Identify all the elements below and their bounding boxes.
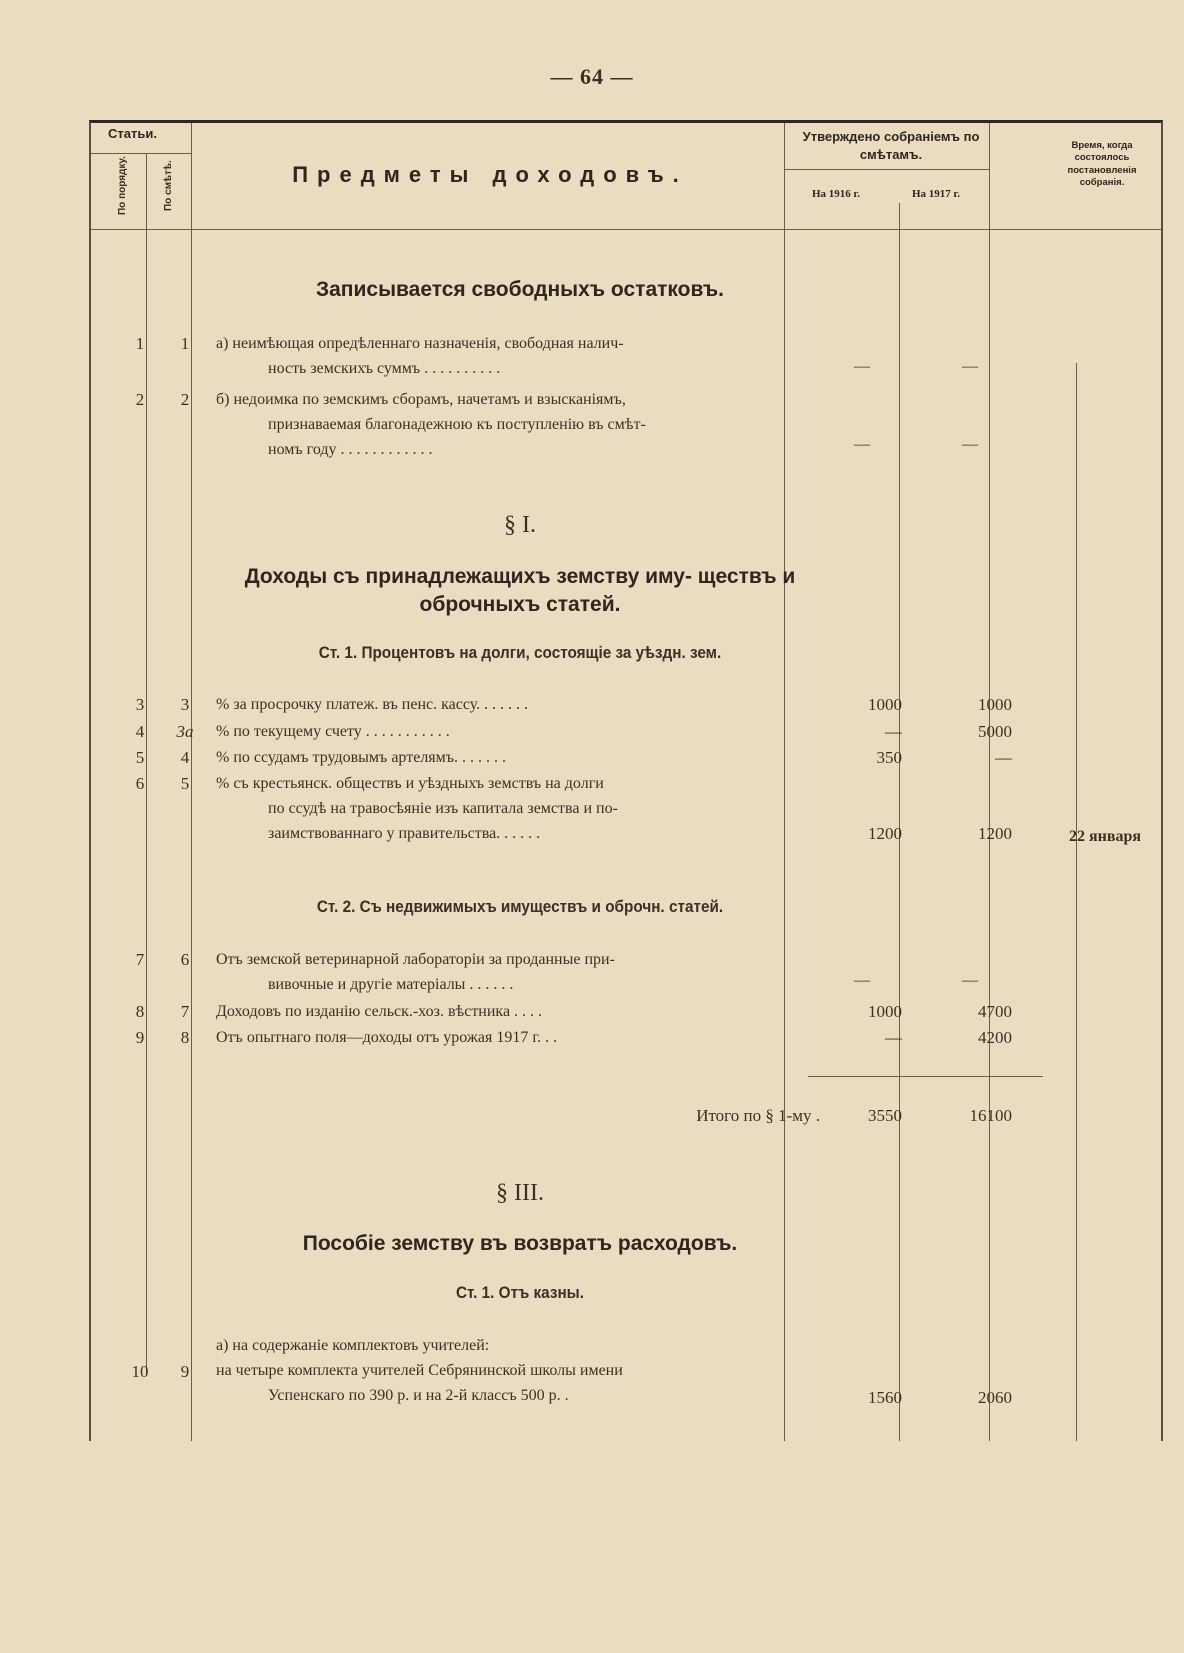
- article-1-title: Ст. 1. Процентовъ на долги, состоящіе за уѣздн. зем.: [318, 643, 722, 662]
- value-1916: 1000: [868, 695, 902, 714]
- row-estimate-number: 3: [180, 695, 190, 714]
- row-description: б) недоимка по земскимъ сборамъ, начетамъ и взысканіямъ, признаваемая благонадежною къ поступленію въ смѣт- номъ году . . . . . . . . . . . .: [216, 391, 646, 458]
- row-estimate-number: 7: [180, 1002, 190, 1021]
- row-number: 7: [135, 950, 145, 969]
- value-1917: —: [962, 972, 978, 989]
- row-number: 10: [131, 1362, 149, 1381]
- paragraph-3-title: Пособіе земству въ возвратъ расходовъ.: [302, 1232, 738, 1255]
- row-number: 4: [135, 722, 145, 741]
- value-1917: 1200: [978, 824, 1012, 843]
- row-description: Отъ опытнаго поля—доходы отъ урожая 1917 г. . .: [216, 1029, 558, 1046]
- value-1917: 1000: [978, 695, 1012, 714]
- row-estimate-number: 1: [180, 334, 190, 353]
- value-1917: 4200: [978, 1028, 1012, 1047]
- value-1916: —: [854, 358, 870, 375]
- row-estimate-number: 8: [180, 1028, 190, 1047]
- total-label: Итого по § 1-му .: [696, 1106, 820, 1125]
- value-1916: 350: [876, 748, 902, 767]
- article-3-title: Ст. 1. Отъ казны.: [455, 1283, 585, 1302]
- header-predmety: Предметы доходовъ.: [292, 162, 688, 187]
- meeting-date: 22 января: [1068, 828, 1142, 845]
- header-divider: [91, 153, 191, 154]
- row-estimate-number: 2: [180, 390, 190, 409]
- row-description: % по текущему счету . . . . . . . . . . .: [216, 723, 450, 740]
- section-free-balances-title: Записывается свободныхъ остатковъ.: [315, 278, 725, 301]
- header-stati: Статьи.: [108, 126, 157, 141]
- value-1917: 2060: [978, 1388, 1012, 1407]
- row-estimate-number: 9: [180, 1362, 190, 1381]
- row-estimate-number: 4: [180, 748, 190, 767]
- header-po-smete: По смѣтѣ.: [163, 160, 174, 212]
- row-number: 5: [135, 748, 145, 767]
- column-divider: [1076, 363, 1077, 1441]
- row-description: а) на содержаніе комплектовъ учителей: на четыре комплекта учителей Себрянинской школы имени Успенскаго по 390 р. и на 2-й классъ 500 р. .: [216, 1337, 623, 1404]
- value-1917: 5000: [978, 722, 1012, 741]
- row-description: Доходовъ по изданію сельск.-хоз. вѣстника . . . .: [216, 1003, 543, 1020]
- row-description: % по ссудамъ трудовымъ артелямъ. . . . . . .: [216, 749, 507, 766]
- paragraph-1-heading: § I.: [504, 512, 536, 538]
- row-number: 1: [135, 334, 145, 353]
- value-1916: —: [854, 972, 870, 989]
- total-1916: 3550: [868, 1106, 902, 1125]
- row-description: % за просрочку платеж. въ пенс. кассу. . . . . . .: [216, 696, 529, 713]
- header-divider: [91, 229, 1161, 230]
- total-1917: 16100: [969, 1106, 1012, 1125]
- value-1916: 1000: [868, 1002, 902, 1021]
- value-1916: —: [854, 436, 870, 453]
- paragraph-3-heading: § III.: [496, 1180, 544, 1206]
- column-divider: [989, 123, 990, 1441]
- paragraph-1-title: Доходы съ принадлежащихъ земству иму- ществъ и оброчныхъ статей.: [244, 565, 796, 617]
- total-divider: [808, 1076, 1043, 1077]
- row-estimate-number: 3а: [176, 722, 194, 741]
- row-number: 3: [135, 695, 145, 714]
- row-number: 9: [135, 1028, 145, 1047]
- value-1917: 4700: [978, 1002, 1012, 1021]
- row-number: 2: [135, 390, 145, 409]
- row-estimate-number: 6: [180, 950, 190, 969]
- value-1916: 1560: [868, 1388, 902, 1407]
- article-2-title: Ст. 2. Съ недвижимыхъ имуществъ и оброчн. статей.: [316, 897, 724, 916]
- header-divider: [784, 169, 989, 170]
- value-1917: —: [962, 436, 978, 453]
- header-vremya: Время, когда состоялось постановленія собранія.: [1067, 140, 1137, 189]
- column-divider: [899, 203, 900, 1441]
- header-utverzhdeno: Утверждено собраніемъ по смѣтамъ.: [802, 129, 980, 162]
- header-1916: На 1916 г.: [811, 188, 861, 200]
- value-1916: —: [885, 1028, 902, 1047]
- header-po-poryadku: По порядку.: [117, 156, 128, 216]
- row-description: Отъ земской ветеринарной лабораторіи за проданные при- вивочные и другіе матеріалы . . . . . .: [216, 951, 615, 993]
- value-1916: —: [885, 722, 902, 741]
- row-description: % съ крестьянск. обществъ и уѣздныхъ земствъ на долги по ссудѣ на травосѣяніе изъ капитала земства и по- заимствованнаго у правительства. . . . . .: [216, 775, 618, 842]
- header-1917: На 1917 г.: [911, 188, 961, 200]
- page-number: — 64 —: [550, 64, 634, 89]
- row-number: 6: [135, 774, 145, 793]
- value-1916: 1200: [868, 824, 902, 843]
- row-estimate-number: 5: [180, 774, 190, 793]
- row-description: а) неимѣющая опредѣленнаго назначенія, свободная налич- ность земскихъ суммъ . . . . . . . . . .: [216, 335, 624, 377]
- value-1917: —: [995, 748, 1012, 767]
- value-1917: —: [962, 358, 978, 375]
- row-number: 8: [135, 1002, 145, 1021]
